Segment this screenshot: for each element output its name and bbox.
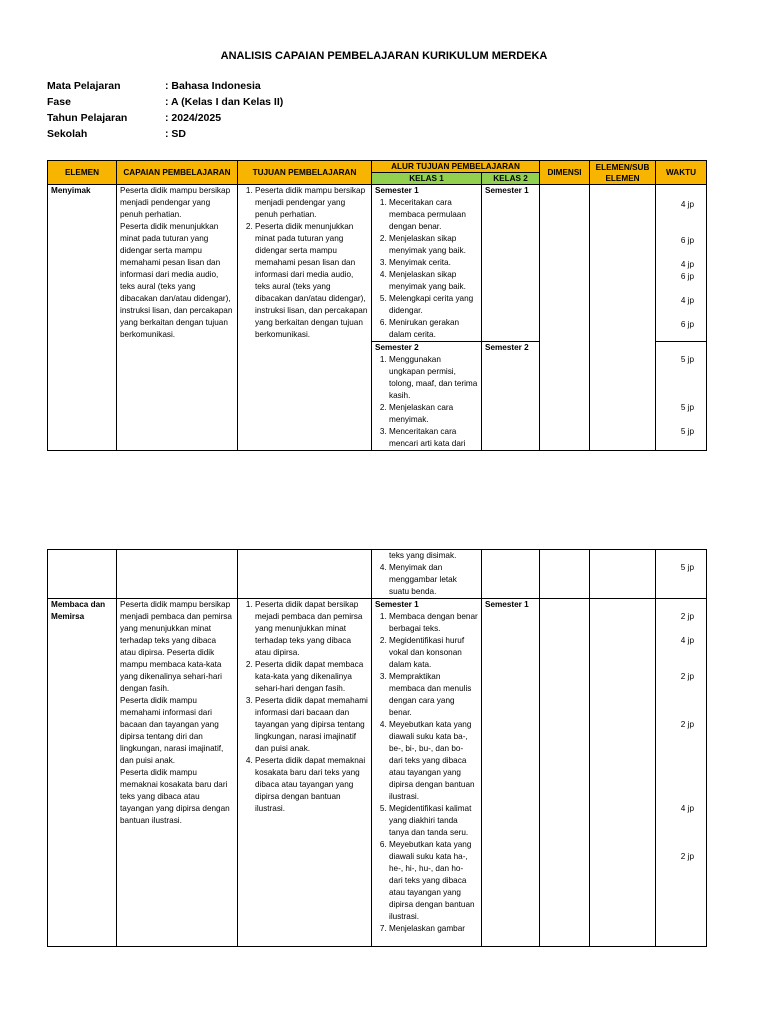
header-kelas-1: KELAS 1 [372,173,482,185]
capaian-continued [117,550,238,599]
meta-value: : Bahasa Indonesia [165,80,261,92]
elemen-sub-cell [590,599,656,947]
jp-value: 2 jp [680,612,694,621]
jp-value: 2 jp [680,720,694,729]
alur-item: 3. Mempraktikan membaca dan menulis dengan cara yang benar. [389,671,478,719]
tujuan-menyimak [238,185,372,451]
dimensi-cell [540,599,590,947]
alur-item: 4. Meyebutkan kata yang diawali suku kata ba-, be-, bi-, bu-, dan bo- dari teks yang dibaca atau tayangan yang dipirsa dengan bantuan ilustrasi. [389,719,478,803]
semester-label: Semester 1 [375,186,419,195]
tujuan-item: 2. Peserta didik menunjukkan minat pada tuturan yang didengar serta mampu memahami pesan lisan dan informasi dari media audio, teks aural (teks yang dibacakan dan/atau didengar), instruksi lisan, dan percakapan yang berkaitan dengan tujuan berkomunikasi. [255,221,368,341]
jp-value: 4 jp [680,260,695,269]
semester-label: Semester 2 [375,343,419,352]
meta-value: : 2024/2025 [165,112,222,124]
kelas1-continued [372,550,482,599]
semester-label: Semester 1 [375,600,419,609]
tujuan-item: 3. Peserta didik dapat memahami informasi dari bacaan dan tayangan yang dipirsa tentang lingkungan, narasi imajinatif dan puisi anak. [255,695,368,755]
elemen-continued [48,550,117,599]
alur-item: 2. Menjelaskan sikap menyimak yang baik. [389,233,478,257]
kelas2-semester1: Semester 1 [482,185,540,342]
alur-item: 6. Meyebutkan kata yang diawali suku kata ha-, he-, hi-, hu-, dan ho- dari teks yang dibaca atau tayangan yang dipirsa dengan bantuan ilustrasi. [389,839,478,923]
header-capaian: CAPAIAN PEMBELAJARAN [117,161,238,185]
jp-value: 6 jp [680,320,695,329]
meta-label: Sekolah [47,128,88,140]
meta-label: Fase [47,96,71,108]
analysis-table-page1 [47,160,707,451]
waktu-membaca [656,599,707,947]
document-title: ANALISIS CAPAIAN PEMBELAJARAN KURIKULUM MERDEKA [220,50,548,62]
header-elemen: ELEMEN [48,161,117,185]
alur-item: 6. Menirukan gerakan dalam cerita. [389,317,478,341]
header-kelas-2: KELAS 2 [482,173,540,185]
alur-item: 5. Megidentifikasi kalimat yang diakhiri tanda tanya dan tanda seru. [389,803,478,839]
header-waktu: WAKTU [656,161,707,185]
header-elemen-sub: ELEMEN/SUB ELEMEN [590,161,656,185]
alur-item: 3. Menceritakan cara mencari arti kata dari [389,426,478,450]
kelas2-semester1-membaca: Semester 1 [482,599,540,947]
capaian-text: Peserta didik mampu bersikap menjadi pendengar yang penuh perhatian. [120,186,231,219]
jp-value: 6 jp [680,272,695,281]
header-alur: ALUR TUJUAN PEMBELAJARAN [372,161,540,173]
tujuan-item: 2. Peserta didik dapat membaca kata-kata yang dikenalinya sehari-hari dengan fasih. [255,659,368,695]
waktu-semester1 [656,185,707,342]
jp-value: 5 jp [680,427,695,436]
jp-value: 4 jp [680,636,694,645]
capaian-menyimak [117,185,238,451]
capaian-text: Peserta didik menunjukkan minat pada tuturan yang didengar serta mampu memahami pesan lisan dan informasi dari media audio, teks aural (teks yang dibacakan dan/atau didengar), instruksi lisan, dan percakapan yang berkaitan dengan tujuan berkomunikasi. [120,222,233,339]
elemen-sub-cell [590,550,656,599]
jp-value: 5 jp [680,355,695,364]
tujuan-membaca [238,599,372,947]
alur-item: 5. Melengkapi cerita yang didengar. [389,293,478,317]
alur-item: 2. Megidentifikasi huruf vokal dan konsonan dalam kata. [389,635,478,671]
kelas2-semester2: Semester 2 [482,342,540,451]
elemen-menyimak: Menyimak [48,185,117,451]
alur-item: 3. Menyimak cerita. [389,257,478,269]
elemen-membaca: Membaca dan Memirsa [48,599,117,947]
kelas1-semester2 [372,342,482,451]
alur-item: 7. Menjelaskan gambar [389,923,478,935]
waktu-continued [656,550,707,599]
meta-label: Mata Pelajaran [47,80,121,92]
analysis-table-page2 [47,549,707,947]
tujuan-item: 1. Peserta didik dapat bersikap mejadi pembaca dan pemirsa yang menunjukkan minat terhadap teks yang dibaca atau dipirsa. [255,599,368,659]
alur-item: 2. Menjelaskan cara menyimak. [389,402,478,426]
jp-value: 4 jp [680,200,695,209]
alur-continued-text: teks yang disimak. [389,551,457,560]
alur-item: 4. Menjelaskan sikap menyimak yang baik. [389,269,478,293]
jp-value: 4 jp [680,296,695,305]
capaian-membaca: Peserta didik mampu bersikap menjadi pembaca dan pemirsa yang menunjukkan minat terhadap teks yang dibaca atau dipirsa. Peserta didik mampu membaca kata-kata yang dikenalinya sehari-hari dengan fasih. Peserta didik mampu memahami informasi dari bacaan dan tayangan yang dipirsa tentang diri dan lingkungan, narasi imajinatif, dan puisi anak. Peserta didik mampu memaknai kosakata baru dari teks yang dibaca atau tayangan yang dipirsa dengan bantuan ilustrasi. [117,599,238,947]
meta-value: : SD [165,128,186,140]
alur-item: 1. Membaca dengan benar berbagai teks. [389,611,478,635]
tujuan-continued [238,550,372,599]
jp-value: 4 jp [680,804,694,813]
tujuan-item: 1. Peserta didik mampu bersikap menjadi pendengar yang penuh perhatian. [255,185,368,221]
jp-value: 6 jp [680,236,695,245]
waktu-semester2 [656,342,707,451]
header-tujuan: TUJUAN PEMBELAJARAN [238,161,372,185]
alur-item: 1. Meceritakan cara membaca permulaan dengan benar. [389,197,478,233]
kelas1-semester1 [372,185,482,342]
meta-value: : A (Kelas I dan Kelas II) [165,96,284,108]
dimensi-cell [540,550,590,599]
elemen-sub-cell [590,185,656,451]
meta-label: Tahun Pelajaran [47,112,128,124]
header-dimensi: DIMENSI [540,161,590,185]
tujuan-item: 4. Peserta didik dapat memaknai kosakata baru dari teks yang dibaca atau tayangan yang dipirsa dengan bantuan ilustrasi. [255,755,368,815]
alur-item: 1. Menggunakan ungkapan permisi, tolong, maaf, dan terima kasih. [389,354,478,402]
jp-value: 2 jp [680,672,694,681]
alur-item: 4. Menyimak dan menggambar letak suatu benda. [389,562,478,598]
jp-value: 5 jp [680,403,695,412]
jp-value: 2 jp [680,852,694,861]
dimensi-cell [540,185,590,451]
jp-value: 5 jp [680,563,694,572]
kelas1-semester1-membaca [372,599,482,947]
kelas2-continued [482,550,540,599]
